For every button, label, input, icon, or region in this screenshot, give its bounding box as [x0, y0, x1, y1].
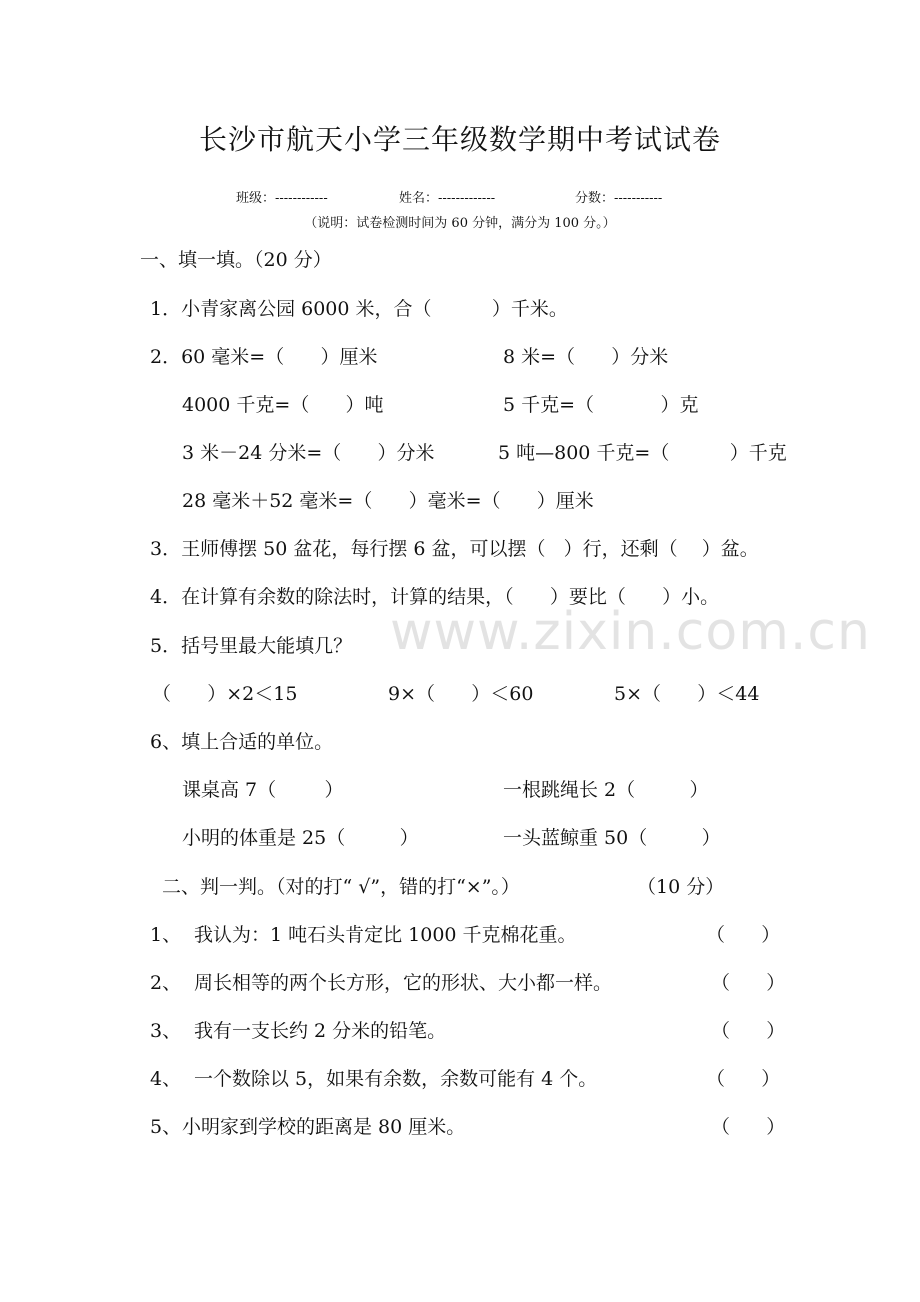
judge-item-number: 1、	[150, 924, 182, 946]
judge-item-text: 一个数除以 5，如果有余数，余数可能有 4 个。	[194, 1068, 598, 1090]
question-6b: 一根跳绳长 2（ ）	[503, 779, 709, 801]
question-1: 1．小青家离公园 6000 米，合（ ）千米。	[150, 298, 568, 320]
judge-answer-box: （ ）	[711, 1020, 786, 1042]
question-3: 3．王师傅摆 50 盆花，每行摆 6 盆，可以摆（ ）行，还剩（ ）盆。	[150, 538, 759, 560]
judge-answer-box: （ ）	[706, 1068, 781, 1090]
judge-item-number: 2、	[150, 972, 182, 994]
judge-answer-box: （ ）	[706, 924, 781, 946]
judge-item-text: 小明家到学校的距离是 80 厘米。	[182, 1116, 466, 1138]
question-6d: 一头蓝鲸重 50（ ）	[503, 827, 721, 849]
question-2c: 4000 千克=（ ）吨	[182, 394, 384, 416]
judge-answer-box: （ ）	[711, 972, 786, 994]
question-2a: 2．60 毫米=（ ）厘米	[150, 346, 378, 368]
section2-score: （10 分）	[637, 876, 725, 898]
judge-item-number: 5、	[150, 1116, 182, 1138]
question-6c: 小明的体重是 25（ ）	[182, 827, 419, 849]
judge-item-number: 4、	[150, 1068, 182, 1090]
judge-item-text: 我认为：1 吨石头肯定比 1000 千克棉花重。	[194, 924, 577, 946]
question-5b: 9×（ ）＜60	[388, 683, 534, 705]
question-2d: 5 千克=（ ）克	[503, 394, 699, 416]
question-2f: 5 吨—800 千克=（ ）千克	[498, 442, 787, 464]
question-2b: 8 米=（ ）分米	[503, 346, 669, 368]
judge-item-text: 我有一支长约 2 分米的铅笔。	[194, 1020, 447, 1042]
section1-heading: 一、填一填。（20 分）	[140, 249, 332, 271]
section2-heading: 二、判一判。（对的打“ √”，错的打“×”。）	[162, 876, 520, 898]
name-field: 姓名：-------------	[399, 191, 496, 206]
question-5: 5．括号里最大能填几？	[150, 635, 353, 657]
watermark: www.zixin.com.cn	[390, 602, 871, 662]
judge-item-number: 3、	[150, 1020, 182, 1042]
judge-answer-box: （ ）	[711, 1116, 786, 1138]
question-5a: （ ）×2＜15	[152, 683, 298, 705]
judge-item-text: 周长相等的两个长方形，它的形状、大小都一样。	[194, 972, 613, 994]
question-6: 6、填上合适的单位。	[150, 731, 334, 753]
class-field: 班级：------------	[236, 191, 328, 206]
instructions-note: （说明：试卷检测时间为 60 分钟，满分为 100 分。）	[304, 216, 616, 231]
score-field: 分数：-----------	[575, 191, 663, 206]
question-6a: 课桌高 7（ ）	[182, 779, 344, 801]
question-5c: 5×（ ）＜44	[614, 683, 760, 705]
question-2e: 3 米－24 分米=（ ）分米	[182, 442, 435, 464]
page-title: 长沙市航天小学三年级数学期中考试试卷	[198, 123, 721, 156]
question-4: 4．在计算有余数的除法时，计算的结果，（ ）要比（ ）小。	[150, 586, 720, 608]
question-2g: 28 毫米＋52 毫米=（ ）毫米=（ ）厘米	[182, 490, 594, 512]
